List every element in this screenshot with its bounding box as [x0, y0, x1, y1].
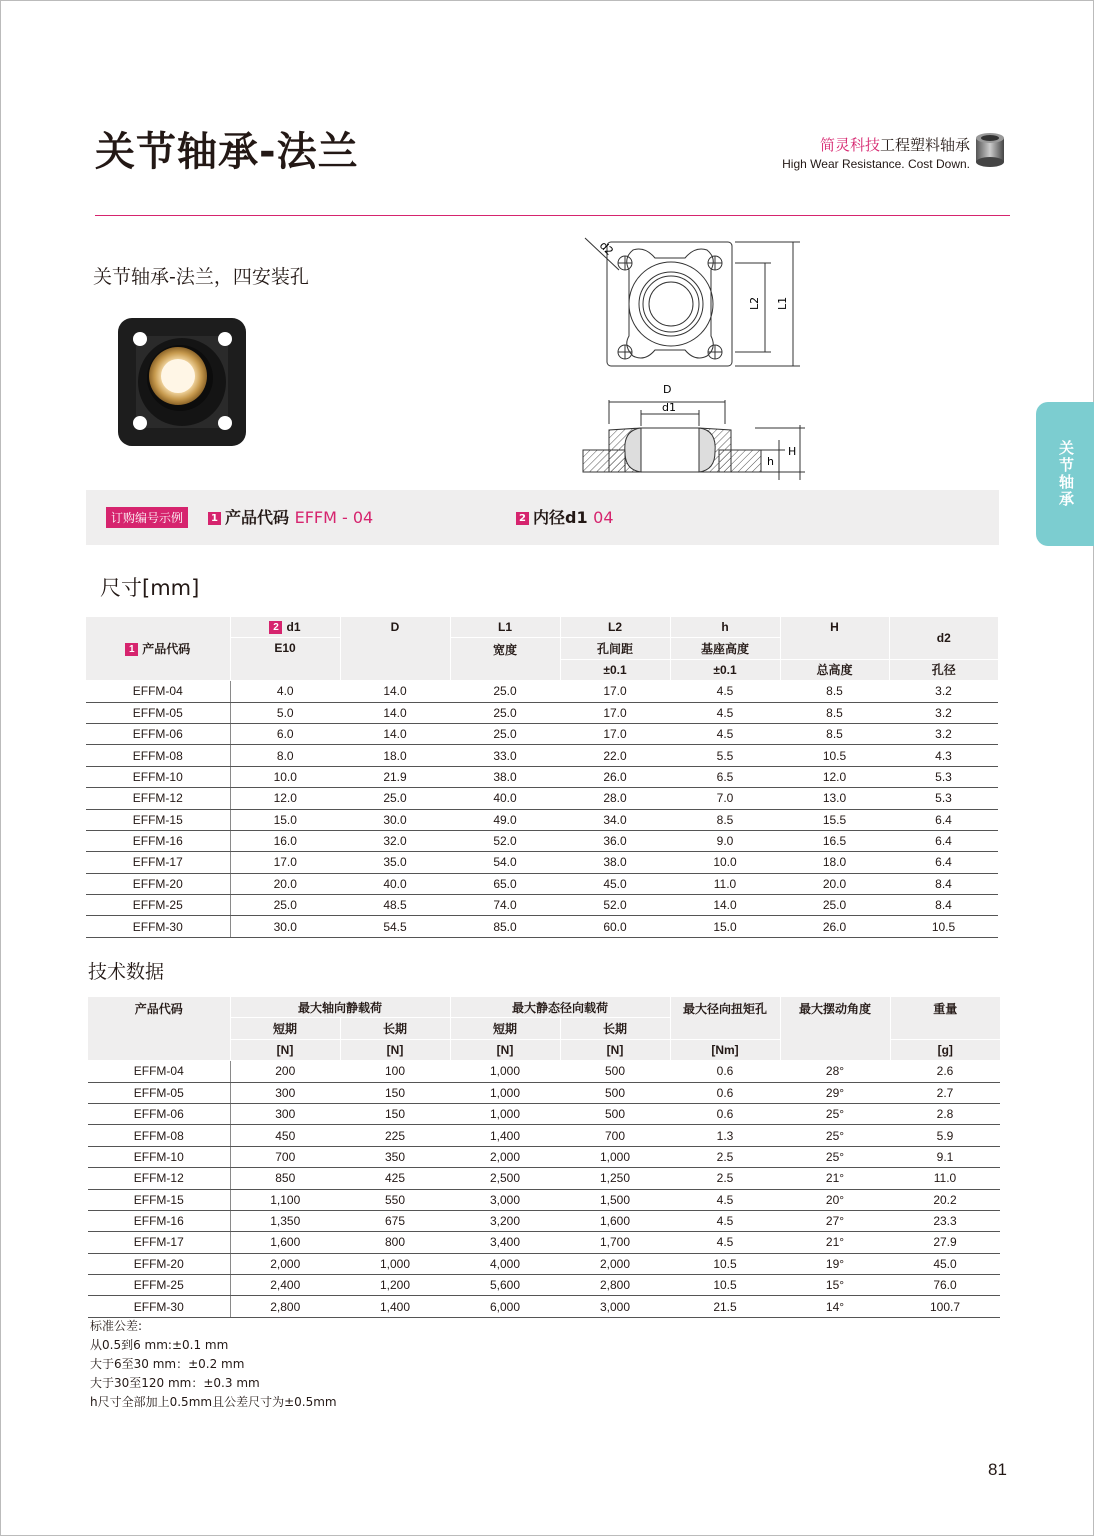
table-cell: 1,500 — [560, 1189, 670, 1210]
table-cell: 19° — [780, 1253, 890, 1274]
table-cell: 8.4 — [889, 873, 998, 894]
table-cell: 33.0 — [450, 745, 560, 766]
table-cell: EFFM-25 — [86, 895, 230, 916]
table-cell: 76.0 — [890, 1275, 1000, 1296]
table-cell: 2.6 — [890, 1061, 1000, 1082]
table-cell: 14.0 — [340, 681, 450, 702]
table-row — [88, 1275, 1000, 1296]
order-tag: 订购编号示例 — [106, 507, 188, 528]
table-cell: EFFM-08 — [88, 1125, 230, 1146]
table-cell: 1,400 — [450, 1125, 560, 1146]
table-cell: 300 — [230, 1082, 340, 1103]
table-cell: 6.0 — [230, 723, 340, 744]
tolerance-line: 从0.5到6 mm:±0.1 mm — [90, 1338, 229, 1352]
table-cell: 52.0 — [560, 895, 670, 916]
table-cell: 12.0 — [230, 788, 340, 809]
tolerance-line: 大于30至120 mm：±0.3 mm — [90, 1376, 260, 1390]
table-cell: 3,000 — [450, 1189, 560, 1210]
table-cell: 2,800 — [230, 1296, 340, 1317]
table-cell: 1,400 — [340, 1296, 450, 1317]
table-cell: 1,000 — [340, 1253, 450, 1274]
label-d2: d2 — [596, 238, 616, 259]
table-cell: EFFM-25 — [88, 1275, 230, 1296]
table-cell: 26.0 — [560, 766, 670, 787]
table-cell: 1,000 — [450, 1103, 560, 1124]
table-cell: 20.2 — [890, 1189, 1000, 1210]
tech-table: 产品代码 最大轴向静载荷 最大静态径向载荷 最大径向扭矩孔 最大摆动角度 重量 短期 长期 短期 长期 [N] [N] [N] [N] [Nm] [g] EFFM-04 200 100 1,000 500 0.6 28° 2.6 EFFM-05 300 150 1,000 500 0.6 29° 2.7 EFFM-06 300 150 1,000 500 0.6 25° 2.8 EFFM-08 450 225 1,400 700 1.3 25° 5.9 EFFM-10 700 350 2,000 1,000 2.5 25° 9.1 EFFM-12 850 425 2,500 1,250 2.5 21° 11.0 EFFM-15 1,100 550 3,000 1,500 4.5 20° 20.2 EFFM-16 1,350 675 3,200 1,600 4.5 27° 23.3 EFFM-17 1,600 800 3,400 1,700 4.5 21° 27.9 EFFM-20 2,000 1,000 4,000 2,000 10.5 19° 45.0 EFFM-25 2,400 1,200 5,600 2,800 10.5 15° 76.0 EFFM-30 2,800 1,400 6,000 3,000 21.5 14° 100.7 — [88, 997, 1000, 1318]
table-cell: 23.3 — [890, 1210, 1000, 1231]
table-cell: 5.5 — [670, 745, 780, 766]
table-cell: 2,000 — [560, 1253, 670, 1274]
table-cell: 14.0 — [670, 895, 780, 916]
table-cell: 1,000 — [450, 1082, 560, 1103]
table-row — [86, 830, 998, 851]
table-cell: 2.7 — [890, 1082, 1000, 1103]
table-cell: 54.5 — [340, 916, 450, 937]
table-cell: 10.5 — [670, 1253, 780, 1274]
table-row — [86, 702, 998, 723]
table-cell: EFFM-10 — [86, 766, 230, 787]
table-cell: EFFM-17 — [86, 852, 230, 873]
table-cell: 16.5 — [780, 830, 889, 851]
label-h: h — [767, 455, 774, 468]
table-cell: EFFM-16 — [86, 830, 230, 851]
table-cell: 28.0 — [560, 788, 670, 809]
table-cell: 18.0 — [780, 852, 889, 873]
table-cell: 4.0 — [230, 681, 340, 702]
drawing-top-view — [575, 228, 815, 378]
table-cell: 11.0 — [670, 873, 780, 894]
table-cell: EFFM-05 — [88, 1082, 230, 1103]
table-cell: 200 — [230, 1061, 340, 1082]
table-row — [86, 766, 998, 787]
table-cell: 28° — [780, 1061, 890, 1082]
table-cell: 14.0 — [340, 702, 450, 723]
table-row — [86, 916, 998, 937]
table-cell: 20° — [780, 1189, 890, 1210]
table-cell: 14° — [780, 1296, 890, 1317]
table-cell: 40.0 — [340, 873, 450, 894]
table-cell: 21.9 — [340, 766, 450, 787]
table-cell: 3.2 — [889, 723, 998, 744]
table-row — [86, 681, 998, 702]
table-cell: 21.5 — [670, 1296, 780, 1317]
table-cell: 25.0 — [340, 788, 450, 809]
dimensions-table: 1 产品代码 2 d1 D L1 L2 h H d2 E10 宽度 孔间距 基座高度 ±0.1 ±0.1 总高度 孔径 EFFM-04 4.0 14.0 25.0 17.0 4.5 8.5 3.2 EFFM-05 5.0 14.0 25.0 17.0 4.5 8.5 3.2 EFFM-06 6.0 14.0 25.0 17.0 4.5 8.5 3.2 EFFM-08 8.0 18.0 33.0 22.0 5.5 10.5 4.3 EFFM-10 10.0 21.9 38.0 26.0 6.5 12.0 5.3 EFFM-12 12.0 25.0 40.0 28.0 7.0 13.0 5.3 EFFM-15 15.0 30.0 49.0 34.0 8.5 15.5 6.4 EFFM-16 16.0 32.0 52.0 36.0 9.0 16.5 6.4 EFFM-17 17.0 35.0 54.0 38.0 10.0 18.0 6.4 EFFM-20 20.0 40.0 65.0 45.0 11.0 20.0 8.4 EFFM-25 25.0 48.5 74.0 52.0 14.0 25.0 8.4 EFFM-30 30.0 54.5 85.0 60.0 15.0 26.0 10.5 — [86, 617, 998, 938]
label-H: H — [788, 445, 797, 458]
table-cell: 425 — [340, 1168, 450, 1189]
table-cell: 500 — [560, 1103, 670, 1124]
table-cell: 3,200 — [450, 1210, 560, 1231]
table-cell: 2.8 — [890, 1103, 1000, 1124]
table-cell: EFFM-06 — [86, 723, 230, 744]
table-cell: 2.5 — [670, 1146, 780, 1167]
table-cell: 16.0 — [230, 830, 340, 851]
table-cell: 27° — [780, 1210, 890, 1231]
table-cell: 4.5 — [670, 702, 780, 723]
table-cell: EFFM-30 — [86, 916, 230, 937]
table-cell: 5,600 — [450, 1275, 560, 1296]
table-cell: 25.0 — [450, 723, 560, 744]
table-cell: 74.0 — [450, 895, 560, 916]
table-cell: 4.5 — [670, 1189, 780, 1210]
table-row — [86, 809, 998, 830]
table-row — [88, 1082, 1000, 1103]
section-tab: 关节轴承 — [1036, 402, 1094, 546]
table-cell: 8.0 — [230, 745, 340, 766]
table-cell: EFFM-04 — [86, 681, 230, 702]
table-cell: 350 — [340, 1146, 450, 1167]
table-cell: 1,700 — [560, 1232, 670, 1253]
table-cell: 3,000 — [560, 1296, 670, 1317]
table-cell: 20.0 — [780, 873, 889, 894]
table-cell: 300 — [230, 1103, 340, 1124]
page-number: 81 — [988, 1460, 1007, 1479]
table-cell: 20.0 — [230, 873, 340, 894]
table-cell: 29° — [780, 1082, 890, 1103]
table-cell: 1,250 — [560, 1168, 670, 1189]
table-cell: 15.0 — [670, 916, 780, 937]
table-cell: 65.0 — [450, 873, 560, 894]
table-cell: 35.0 — [340, 852, 450, 873]
table-cell: 8.4 — [889, 895, 998, 916]
table-cell: EFFM-16 — [88, 1210, 230, 1231]
table-cell: 40.0 — [450, 788, 560, 809]
brand-tagline: High Wear Resistance. Cost Down. — [782, 157, 970, 171]
table-cell: 60.0 — [560, 916, 670, 937]
table-cell: 6.4 — [889, 809, 998, 830]
table-cell: 18.0 — [340, 745, 450, 766]
table-cell: 850 — [230, 1168, 340, 1189]
table-row — [86, 895, 998, 916]
table-cell: 6.4 — [889, 852, 998, 873]
table-cell: 10.5 — [889, 916, 998, 937]
table-cell: 1,100 — [230, 1189, 340, 1210]
product-photo — [112, 312, 252, 452]
table-cell: 4.3 — [889, 745, 998, 766]
brand-product: 工程塑料轴承 — [879, 136, 970, 154]
drawing-side-view — [575, 380, 815, 490]
tolerance-line: h尺寸全部加上0.5mm且公差尺寸为±0.5mm — [90, 1395, 337, 1409]
table-cell: 500 — [560, 1082, 670, 1103]
table-cell: 11.0 — [890, 1168, 1000, 1189]
table-cell: 1,600 — [560, 1210, 670, 1231]
table-cell: EFFM-10 — [88, 1146, 230, 1167]
table-cell: 1,000 — [560, 1146, 670, 1167]
product-subtitle: 关节轴承-法兰，四安装孔 — [93, 266, 309, 288]
table-cell: 13.0 — [780, 788, 889, 809]
table-row — [88, 1253, 1000, 1274]
bushing-icon — [973, 132, 1007, 168]
table-cell: 30.0 — [230, 916, 340, 937]
table-cell: 6,000 — [450, 1296, 560, 1317]
table-cell: 2.5 — [670, 1168, 780, 1189]
table-cell: 14.0 — [340, 723, 450, 744]
table-cell: 25.0 — [450, 681, 560, 702]
table-cell: 550 — [340, 1189, 450, 1210]
table-cell: EFFM-20 — [86, 873, 230, 894]
table-cell: 3,400 — [450, 1232, 560, 1253]
table-cell: 5.0 — [230, 702, 340, 723]
table-cell: 48.5 — [340, 895, 450, 916]
table-cell: 4.5 — [670, 1232, 780, 1253]
page-title: 关节轴承-法兰 — [95, 129, 359, 175]
table-row — [86, 745, 998, 766]
table-cell: 1,600 — [230, 1232, 340, 1253]
table-cell: 25° — [780, 1125, 890, 1146]
table-cell: 2,500 — [450, 1168, 560, 1189]
table-row — [88, 1168, 1000, 1189]
table-cell: 45.0 — [560, 873, 670, 894]
table-cell: 1.3 — [670, 1125, 780, 1146]
table-cell: 17.0 — [560, 723, 670, 744]
table-cell: 34.0 — [560, 809, 670, 830]
table-cell: 4.5 — [670, 681, 780, 702]
table-cell: 500 — [560, 1061, 670, 1082]
table-cell: 9.0 — [670, 830, 780, 851]
table-cell: 32.0 — [340, 830, 450, 851]
title-rule — [95, 215, 1010, 216]
table-cell: 10.5 — [670, 1275, 780, 1296]
table-cell: 5.9 — [890, 1125, 1000, 1146]
table-cell: EFFM-06 — [88, 1103, 230, 1124]
table-cell: EFFM-12 — [86, 788, 230, 809]
table-cell: 100 — [340, 1061, 450, 1082]
table-row — [88, 1232, 1000, 1253]
table-cell: EFFM-17 — [88, 1232, 230, 1253]
table-cell: EFFM-04 — [88, 1061, 230, 1082]
table-cell: 100.7 — [890, 1296, 1000, 1317]
table-cell: 225 — [340, 1125, 450, 1146]
table-cell: EFFM-05 — [86, 702, 230, 723]
table-row — [88, 1189, 1000, 1210]
table-cell: 2,400 — [230, 1275, 340, 1296]
table-cell: 15.5 — [780, 809, 889, 830]
table-row — [88, 1146, 1000, 1167]
table-cell: EFFM-15 — [88, 1189, 230, 1210]
table-cell: 4,000 — [450, 1253, 560, 1274]
table-cell: 7.0 — [670, 788, 780, 809]
tech-heading: 技术数据 — [88, 961, 165, 983]
label-L2: L2 — [748, 296, 761, 310]
table-cell: 10.5 — [780, 745, 889, 766]
table-cell: EFFM-20 — [88, 1253, 230, 1274]
table-cell: 0.6 — [670, 1061, 780, 1082]
table-cell: 2,800 — [560, 1275, 670, 1296]
table-cell: 49.0 — [450, 809, 560, 830]
table-cell: 25.0 — [230, 895, 340, 916]
table-cell: 30.0 — [340, 809, 450, 830]
table-row — [88, 1103, 1000, 1124]
table-cell: 700 — [560, 1125, 670, 1146]
table-cell: EFFM-08 — [86, 745, 230, 766]
table-cell: 21° — [780, 1232, 890, 1253]
table-cell: 8.5 — [670, 809, 780, 830]
table-cell: 15.0 — [230, 809, 340, 830]
table-cell: 8.5 — [780, 681, 889, 702]
table-cell: 1,200 — [340, 1275, 450, 1296]
table-cell: 36.0 — [560, 830, 670, 851]
table-cell: 10.0 — [230, 766, 340, 787]
brand-block — [782, 134, 970, 171]
table-row — [86, 723, 998, 744]
table-cell: 54.0 — [450, 852, 560, 873]
table-cell: 25.0 — [780, 895, 889, 916]
table-cell: 675 — [340, 1210, 450, 1231]
table-row — [88, 1061, 1000, 1082]
table-cell: 1,350 — [230, 1210, 340, 1231]
table-cell: 15° — [780, 1275, 890, 1296]
table-cell: 1,000 — [450, 1061, 560, 1082]
table-cell: 8.5 — [780, 702, 889, 723]
table-cell: 17.0 — [230, 852, 340, 873]
table-cell: 25° — [780, 1146, 890, 1167]
table-cell: 17.0 — [560, 681, 670, 702]
table-cell: 17.0 — [560, 702, 670, 723]
table-cell: 6.5 — [670, 766, 780, 787]
table-cell: 700 — [230, 1146, 340, 1167]
table-cell: 52.0 — [450, 830, 560, 851]
table-row — [86, 873, 998, 894]
table-cell: 0.6 — [670, 1082, 780, 1103]
table-cell: 25° — [780, 1103, 890, 1124]
table-cell: 25.0 — [450, 702, 560, 723]
order-d1: 2 内径d1 04 — [516, 505, 614, 528]
dimensions-heading: 尺寸[mm] — [100, 576, 200, 600]
table-cell: 85.0 — [450, 916, 560, 937]
table-row — [86, 788, 998, 809]
table-row — [88, 1210, 1000, 1231]
table-cell: 26.0 — [780, 916, 889, 937]
table-row — [88, 1125, 1000, 1146]
label-d1: d1 — [662, 401, 676, 414]
label-L1: L1 — [776, 296, 789, 310]
table-cell: 800 — [340, 1232, 450, 1253]
table-row — [86, 852, 998, 873]
table-cell: 6.4 — [889, 830, 998, 851]
table-cell: 5.3 — [889, 788, 998, 809]
table-cell: 21° — [780, 1168, 890, 1189]
table-cell: 38.0 — [560, 852, 670, 873]
brand-name: 简灵科技 — [819, 136, 880, 154]
table-cell: 4.5 — [670, 1210, 780, 1231]
table-cell: 45.0 — [890, 1253, 1000, 1274]
table-cell: 150 — [340, 1103, 450, 1124]
table-cell: 450 — [230, 1125, 340, 1146]
table-cell: 5.3 — [889, 766, 998, 787]
table-cell: 9.1 — [890, 1146, 1000, 1167]
table-cell: 4.5 — [670, 723, 780, 744]
table-cell: 150 — [340, 1082, 450, 1103]
table-cell: 2,000 — [450, 1146, 560, 1167]
table-cell: 2,000 — [230, 1253, 340, 1274]
order-example-bar — [86, 490, 999, 545]
table-row — [88, 1296, 1000, 1317]
table-cell: 3.2 — [889, 681, 998, 702]
table-cell: EFFM-15 — [86, 809, 230, 830]
table-cell: 22.0 — [560, 745, 670, 766]
table-cell: 0.6 — [670, 1103, 780, 1124]
order-code: 1 产品代码 EFFM - 04 — [208, 505, 373, 528]
table-cell: 8.5 — [780, 723, 889, 744]
tolerance-line: 大于6至30 mm：±0.2 mm — [90, 1357, 245, 1371]
tolerance-notes — [90, 1317, 337, 1412]
tolerance-title: 标准公差: — [90, 1319, 143, 1333]
label-D: D — [663, 383, 672, 396]
table-cell: 27.9 — [890, 1232, 1000, 1253]
table-cell: 38.0 — [450, 766, 560, 787]
table-cell: EFFM-30 — [88, 1296, 230, 1317]
table-cell: EFFM-12 — [88, 1168, 230, 1189]
table-cell: 3.2 — [889, 702, 998, 723]
table-cell: 10.0 — [670, 852, 780, 873]
table-cell: 12.0 — [780, 766, 889, 787]
